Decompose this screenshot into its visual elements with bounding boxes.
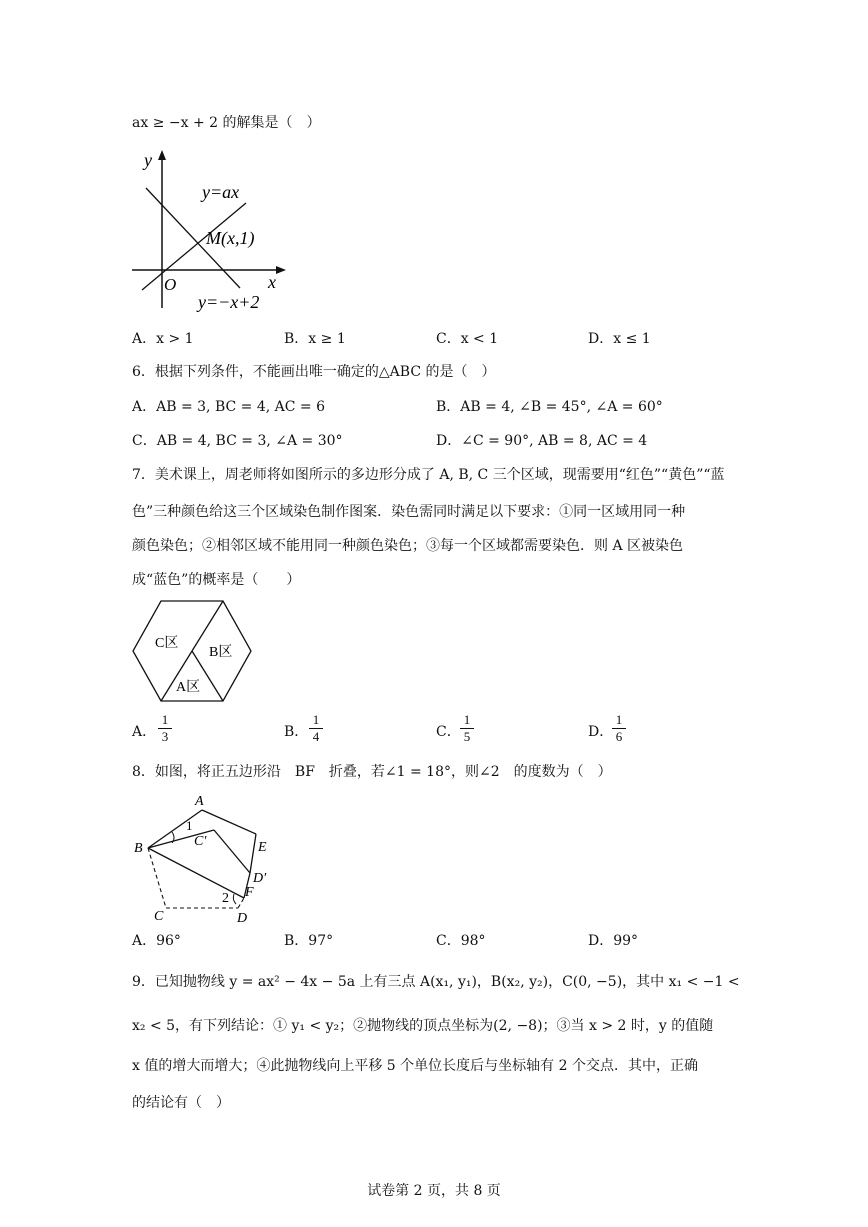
q6-option-a[interactable]: A．AB = 3, BC = 4, AC = 6 [132, 399, 326, 415]
label-d: D [237, 911, 248, 926]
q7-option-b-fraction[interactable] [309, 713, 323, 744]
label-a: A [195, 794, 204, 809]
q6-option-d[interactable]: D．∠C = 90°, AB = 8, AC = 4 [436, 433, 648, 449]
q8-stem: 8．如图，将正五边形沿 BF 折叠，若∠1 = 18°，则∠2 的度数为（ ） [132, 764, 612, 780]
label-x-axis: x [268, 272, 276, 292]
y-axis-arrow-icon [158, 150, 166, 160]
q7-option-c-label[interactable]: C． [436, 724, 461, 740]
q7-option-b-label[interactable]: B． [284, 724, 309, 740]
q5-option-b[interactable]: B．x ≥ 1 [284, 331, 346, 347]
q6-option-b[interactable]: B．AB = 4, ∠B = 45°, ∠A = 60° [436, 399, 663, 415]
q7-stem-line-2: 色”三种颜色给这三个区域染色制作图案．染色需同时满足以下要求：①同一区域用同一种 [132, 504, 686, 520]
dashed-d-f [238, 898, 244, 908]
label-origin: O [164, 275, 177, 294]
label-c: C [154, 909, 164, 924]
label-d-prime: D′ [253, 871, 267, 886]
label-region-c: C区 [155, 636, 179, 651]
q5-stem-tail: ax ≥ −x + 2 的解集是（ ） [132, 115, 321, 131]
label-line1: y=ax [202, 182, 240, 202]
divider-c-b [192, 601, 223, 651]
denominator: 3 [161, 729, 169, 744]
denominator: 5 [463, 729, 471, 744]
q7-stem-line-3: 颜色染色；②相邻区域不能用同一种颜色染色；③每一个区域都需要染色．则 A 区被染色 [132, 538, 684, 554]
numerator: 1 [463, 712, 471, 727]
label-y-axis: y [144, 150, 152, 170]
q7-option-d-label[interactable]: D． [588, 724, 614, 740]
fold-line-b-f [148, 848, 244, 898]
numerator: 1 [161, 712, 169, 727]
q5-option-d[interactable]: D．x ≤ 1 [588, 331, 651, 347]
q7-option-a-label[interactable]: A． [132, 724, 157, 740]
label-angle1: 1 [186, 818, 193, 833]
denominator: 4 [312, 729, 320, 744]
numerator: 1 [312, 712, 320, 727]
q7-option-c-fraction[interactable] [460, 713, 474, 744]
q8-option-a[interactable]: A．96° [132, 933, 181, 949]
dashed-b-c [148, 848, 166, 908]
edge-c-prime-d-prime [214, 830, 250, 873]
label-e: E [258, 840, 267, 855]
q9-stem-line-4: 的结论有（ ） [132, 1095, 230, 1111]
q8-pentagon-figure [128, 790, 278, 926]
q6-option-c[interactable]: C．AB = 4, BC = 3, ∠A = 30° [132, 433, 343, 449]
q6-stem: 6．根据下列条件，不能画出唯一确定的△ABC 的是（ ） [132, 364, 496, 380]
label-c-prime: C′ [194, 834, 207, 849]
label-f: F [245, 885, 254, 900]
label-b: B [134, 841, 143, 856]
label-point-m: M(x,1) [206, 228, 255, 248]
q5-option-a[interactable]: A．x > 1 [132, 331, 194, 347]
q8-option-c[interactable]: C．98° [436, 933, 486, 949]
edge-e-f [250, 834, 256, 873]
denominator: 6 [615, 729, 623, 744]
page-footer: 试卷第 2 页，共 8 页 [367, 1183, 501, 1199]
label-angle2: 2 [222, 891, 229, 906]
q9-stem-line-2: x₂ < 5，有下列结论：① y₁ < y₂；②抛物线的顶点坐标为(2, −8)；③当 x > 2 时，y 的值随 [132, 1018, 714, 1034]
q7-hexagon-figure [129, 597, 255, 707]
q5-option-c[interactable]: C．x < 1 [436, 331, 499, 347]
q5-graph-figure [128, 148, 288, 318]
q8-option-d[interactable]: D．99° [588, 933, 639, 949]
label-line2: y=−x+2 [198, 292, 260, 312]
x-axis-arrow-icon [276, 266, 286, 274]
q7-option-a-fraction[interactable] [158, 713, 172, 744]
q7-stem-line-4: 成“蓝色”的概率是（ ） [132, 572, 301, 588]
q9-stem-line-3: x 值的增大而增大；④此抛物线向上平移 5 个单位长度后与坐标轴有 2 个交点．其中，正确 [132, 1058, 698, 1074]
q8-option-b[interactable]: B．97° [284, 933, 334, 949]
q9-stem-line-1: 9．已知抛物线 y = ax² − 4x − 5a 上有三点 A(x₁, y₁)，B(x₂, y₂)，C(0, −5)，其中 x₁ < −1 < [132, 974, 740, 990]
numerator: 1 [615, 712, 623, 727]
angle2-arc [233, 894, 236, 904]
q7-option-d-fraction[interactable] [612, 713, 626, 744]
label-region-a: A区 [176, 680, 201, 695]
label-region-b: B区 [209, 645, 233, 660]
q7-stem-line-1: 7．美术课上，周老师将如图所示的多边形分成了 A, B, C 三个区域，现需要用“红色”“黄色”“蓝 [132, 467, 725, 483]
